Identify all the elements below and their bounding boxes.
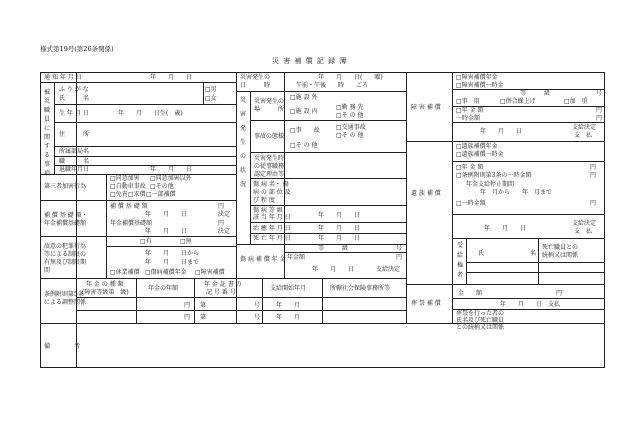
funeral-performer3: との続柄又は関係 (456, 324, 505, 331)
survivor-relation1: 死亡職員との (542, 244, 579, 251)
sick-amount-label: 年金額 (287, 254, 306, 261)
place-other[interactable]: □そ の 他 (336, 112, 364, 119)
third-party-opt4[interactable]: □その他 (150, 183, 174, 190)
disability-lump-unit: 円 (596, 115, 603, 122)
article5-ym-1: 年 月 (276, 302, 301, 309)
base-row1-label: 補 償 基 礎 額 (110, 203, 148, 210)
survivor-addl-label: □条例附則第3条の一時金額 (456, 172, 532, 179)
death-label: 死 亡 年 月 日 (253, 235, 291, 242)
article5-h1b: (障害等級第 級) (82, 289, 129, 296)
recog-label1: 傷 病 等 級 (253, 207, 283, 214)
third-party-label: 第三者加害行為 (44, 183, 87, 190)
survivor-opt1[interactable]: □遺族補償年金 (456, 143, 498, 150)
type-accident[interactable]: □事 故 (290, 127, 320, 134)
death-date: 年 月 日 (318, 235, 361, 242)
disability-decided: 支給決定 (572, 124, 597, 131)
article5-h2: 年金の年額 (148, 285, 179, 292)
funeral-label: 葬 祭 補 償 (411, 300, 441, 307)
third-party-opt6[interactable]: □求償 (128, 191, 146, 198)
disability-grade-label: 等 級 (520, 90, 551, 97)
divider-mid-right (406, 72, 407, 323)
retire-label: 退職年月日 (59, 166, 90, 173)
work-label1: 災害発生時 (254, 155, 285, 162)
base-amount-label1: 補 償 基 礎 額・ (44, 212, 88, 219)
third-party-opt3[interactable]: □自動車事故 (110, 183, 146, 190)
datetime-value2: 午前・午後 時 ごろ (296, 82, 369, 89)
injury-label3: び 程 度 (253, 197, 275, 204)
article5-h1: 年 金 の 種 類 (86, 281, 124, 288)
injury-label2: 病 の 部 位 及 (253, 189, 291, 196)
page-title: 災 害 補 償 記 録 簿 (272, 57, 348, 65)
place-label1: 災害発生の (254, 98, 285, 105)
article5-h5: 所轄社会保険事務所等 (330, 285, 391, 292)
article5-dai-2: 第 (200, 314, 207, 321)
survivor-recipient-label: 受給権者 (456, 242, 463, 279)
sick-pension-label: 傷 病 補 償 年 金 (240, 256, 286, 263)
dept-label: 所属部局名 (59, 148, 90, 155)
crime-opt2[interactable]: □傷病補償年金 (145, 269, 187, 276)
crime-opt3[interactable]: □障害補償 (195, 269, 225, 276)
survivor-lump-label: □一時金額 (456, 200, 486, 207)
disability-opt5[interactable]: □加 重 (564, 98, 588, 105)
base-row2-decided: 決定 (218, 228, 231, 235)
base-amount-label2: 年金補償基礎額 (44, 220, 87, 227)
article5-label1: 条例附則第5条 (44, 291, 84, 298)
name-label: 氏 名 (59, 95, 90, 102)
crime-yes[interactable]: □有 (140, 238, 152, 245)
base-row2-unit: 円 (218, 220, 225, 227)
disability-date: 年 月 日 (480, 128, 523, 135)
disability-opt3[interactable]: □事 用 (456, 98, 480, 105)
heal-date: 年 月 日 (318, 225, 361, 232)
article5-h3: 年 金 証 書 の (204, 281, 242, 288)
article5-go-2: 号 (254, 314, 261, 321)
disability-opt2[interactable]: □障害補償一時金 (456, 82, 504, 89)
crime-label2: 等による制限の (44, 251, 87, 258)
funeral-date: 年 月 日 支払 (500, 301, 561, 308)
sick-amount-unit: 円 (396, 254, 403, 261)
type-other-a[interactable]: □そ の 他 (336, 132, 364, 139)
article5-ym-2: 年 月 (276, 314, 301, 321)
crime-label4: 間 (44, 267, 51, 274)
sick-paid: 支給決定 (376, 266, 401, 273)
crime-no[interactable]: □無 (180, 238, 192, 245)
female-checkbox[interactable]: □女 (205, 95, 217, 102)
heal-label: 治 癒 年 月 日 (253, 225, 291, 232)
survivor-name-label: 氏 (478, 250, 485, 257)
injury-label1: 傷 病 名・ 傷 (253, 181, 289, 188)
person-group-label: 被災職員に関する事項 (43, 89, 50, 177)
place-out[interactable]: □施 設 外 (290, 94, 318, 101)
address-label: 住 所 (59, 131, 90, 138)
survivor-pension-label: □年 金 額 (456, 164, 484, 171)
datetime-label1: 災害発生の (240, 74, 271, 81)
type-label: 事故の態様 (254, 133, 285, 140)
article5-h4: 支給開始年月 (270, 285, 307, 292)
place-label2: 場 所 (254, 106, 285, 113)
funeral-performer2: 氏名及び死亡職員 (456, 317, 505, 324)
survivor-label: 遺 族 補 償 (411, 190, 441, 197)
base-row1-unit: 円 (218, 203, 225, 210)
crime-to: 年 月 日まで (145, 259, 200, 266)
datetime-value1: 年 月 日( 曜) (318, 74, 383, 81)
article5-yen-2: 円 (184, 314, 191, 321)
survivor-paid: 支 払 (574, 228, 593, 235)
male-checkbox[interactable]: □男 (205, 86, 217, 93)
third-party-opt1[interactable]: □同意加害 (110, 175, 140, 182)
birth-label: 生 年 月 日 (59, 110, 89, 117)
notice-date-label: 通 知 年 月 日 (44, 74, 82, 81)
type-other-b[interactable]: □そ の 他 (290, 142, 318, 149)
survivor-pension-unit: 円 (590, 164, 597, 171)
disability-amount-label: □年 金 額 (456, 107, 484, 114)
job-label: 職 名 (59, 158, 90, 165)
third-party-opt7[interactable]: □一部補償 (146, 191, 176, 198)
disability-amount-unit: 円 (596, 107, 603, 114)
disaster-group-label: 災害発生の状況 (239, 97, 246, 188)
article5-yen-1: 円 (184, 302, 191, 309)
funeral-amount-unit: 円 (556, 290, 563, 297)
disability-grade-unit: 号 (596, 90, 603, 97)
funeral-amount-label: 金 額 (458, 290, 483, 297)
survivor-opt2[interactable]: □遺族補償一時金 (456, 151, 504, 158)
form-number: 様式第19号(第26条関係) (40, 45, 114, 53)
funeral-performer1: 葬祭を行った者の (456, 310, 505, 317)
survivor-decided: 支給決定 (572, 220, 597, 227)
retire-value: 年 月 日 (150, 166, 193, 173)
disability-paid: 支 払 (574, 132, 593, 139)
birth-value: 年 月 日生( 歳) (118, 110, 183, 117)
sick-grade-label: 等 級 (318, 245, 349, 252)
datetime-label2: 日 時 (240, 82, 271, 89)
base-row1-date: 年 月 日 (145, 211, 188, 218)
survivor-addl-unit: 円 (590, 172, 597, 179)
sick-date: 年 月 日 (312, 266, 355, 273)
work-label3: 認定理由等 (254, 171, 285, 178)
notice-date-value: 年 月 日 (150, 74, 193, 81)
base-row2-label: 年金補償基礎額 (110, 220, 153, 227)
survivor-name-label2: 名 (530, 250, 537, 257)
survivor-relation2: 続柄又は関係 (542, 252, 579, 259)
sick-grade-unit: 号 (396, 245, 403, 252)
base-row2-date: 年 月 日 (145, 228, 188, 235)
disability-label: 障 害 補 償 (411, 104, 441, 111)
work-label2: の従事職務 (254, 163, 285, 170)
article5-label2: による調整関係 (44, 299, 87, 306)
survivor-stop2: 年 月から 年 月まで (480, 189, 553, 196)
crime-opt1[interactable]: □休業補償 (110, 269, 140, 276)
survivor-date: 年 月 日 (484, 225, 527, 232)
place-work[interactable]: □勤 務 先 (336, 104, 364, 111)
crime-label1: 故意の犯罪行為 (44, 243, 87, 250)
survivor-stop1: 年金支給停止期間 (466, 181, 515, 188)
disability-opt1[interactable]: □障害補償年金 (456, 74, 498, 81)
article5-go-1: 号 (254, 302, 261, 309)
base-row1-decided: 決定 (218, 211, 231, 218)
remarks-label: 備 考 (44, 343, 81, 350)
type-traffic[interactable]: □交通事故 (336, 124, 366, 131)
place-in[interactable]: □施 設 内 (290, 108, 318, 115)
disability-opt4[interactable]: □併合繰上げ (500, 98, 536, 105)
crime-from: 年 月 日から (145, 250, 200, 257)
recog-date: 年 月 日 (318, 212, 361, 219)
crime-label3: 有無及び制限期 (44, 259, 87, 266)
furigana-label: ふ り が な (59, 86, 89, 93)
third-party-opt5[interactable]: □免責 (110, 191, 128, 198)
third-party-opt2[interactable]: □同意加害以外 (150, 175, 192, 182)
recog-label2: 該 当 年 月 日 (253, 214, 291, 221)
disability-lump-label: 一時金額 (456, 115, 481, 122)
article5-h3b: 記 号 番 号 (206, 289, 236, 296)
survivor-lump-unit: 円 (590, 200, 597, 207)
article5-dai-1: 第 (200, 302, 207, 309)
